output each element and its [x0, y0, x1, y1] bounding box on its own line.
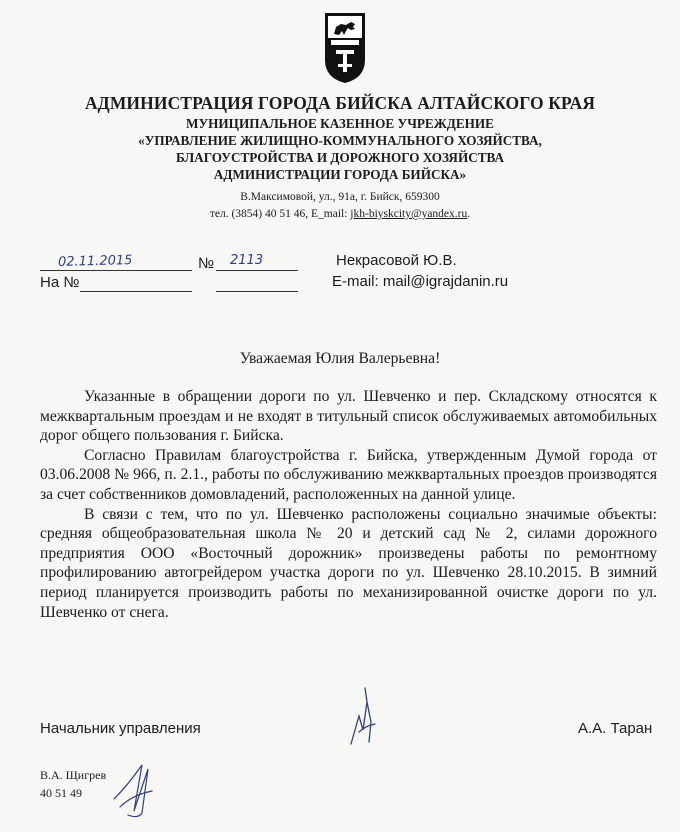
number-underline	[216, 270, 298, 271]
institution-line: БЛАГОУСТРОЙСТВА И ДОРОЖНОГО ХОЗЯЙСТВА	[175, 150, 505, 165]
letter-date: 02.11.2015	[57, 253, 133, 270]
signatory-title: Начальник управления	[40, 720, 201, 737]
date-underline	[40, 270, 192, 271]
institution-line: МУНИЦИПАЛЬНОЕ КАЗЕННОЕ УЧРЕЖДЕНИЕ	[186, 116, 494, 131]
organization-email-link[interactable]: jkh-biyskcity@yandex.ru	[350, 208, 468, 220]
executor-phone: 40 51 49	[40, 786, 82, 800]
phone-text: тел. (3854) 40 51 46, E_mail:	[209, 208, 351, 220]
letter-greeting: Уважаемая Юлия Валерьевна!	[239, 350, 441, 367]
reply-date-underline	[216, 291, 298, 292]
institution-line: АДМИНИСТРАЦИИ ГОРОДА БИЙСКА»	[213, 167, 467, 182]
email-suffix: .	[467, 208, 471, 220]
executor-signature	[108, 755, 164, 821]
handwritten-signature	[345, 682, 385, 752]
reply-to-label: На №	[40, 274, 80, 291]
institution-name	[0, 115, 680, 183]
recipient-email[interactable]: E-mail: mail@igrajdanin.ru	[332, 273, 509, 290]
city-coat-of-arms-emblem	[324, 12, 366, 84]
executor-name: В.А. Щигрев	[40, 768, 107, 782]
letter-paragraph: Указанные в обращении дороги по ул. Шевченко и пер. Складскому относятся к межквартальным проездам и не входят в титульный список обслуживаемых автомобильных дорог общего пользования г. Бийска.	[40, 388, 657, 445]
signatory-name: А.А. Таран	[578, 720, 653, 737]
organization-name: АДМИНИСТРАЦИЯ ГОРОДА БИЙСКА АЛТАЙСКОГО КРАЯ	[84, 93, 596, 113]
letter-number: 2113	[230, 253, 264, 268]
reply-number-underline	[80, 291, 192, 292]
letter-paragraph: Согласно Правилам благоустройства г. Бийска, утвержденным Думой города от 03.06.2008 № 966, п. 2.1., работы по обслуживанию межквартальных проездов производятся за счет собственников домовладений, расположенных на данной улице.	[40, 446, 657, 503]
letter-body	[40, 387, 657, 622]
letter-paragraph: В связи с тем, что по ул. Шевченко расположены социально значимые объекты: средняя общеобразовательная школа № 20 и детский сад № 2, силами дорожного предприятия ООО «Восточный дорожник» произведены работы по ремонтному профилированию автогрейдером участка дороги по ул. Шевченко 28.10.2015. В зимний период планируется производить работы по механизированной очистке дороги по ул. Шевченко от снега.	[40, 505, 657, 621]
organization-contacts	[0, 208, 680, 220]
number-label: №	[198, 255, 215, 272]
institution-line: «УПРАВЛЕНИЕ ЖИЛИЩНО-КОММУНАЛЬНОГО ХОЗЯЙСТВА,	[138, 133, 542, 148]
recipient-name: Некрасовой Ю.В.	[336, 252, 457, 269]
organization-address: В.Максимовой, ул., 91а, г. Бийск, 659300	[240, 191, 440, 203]
